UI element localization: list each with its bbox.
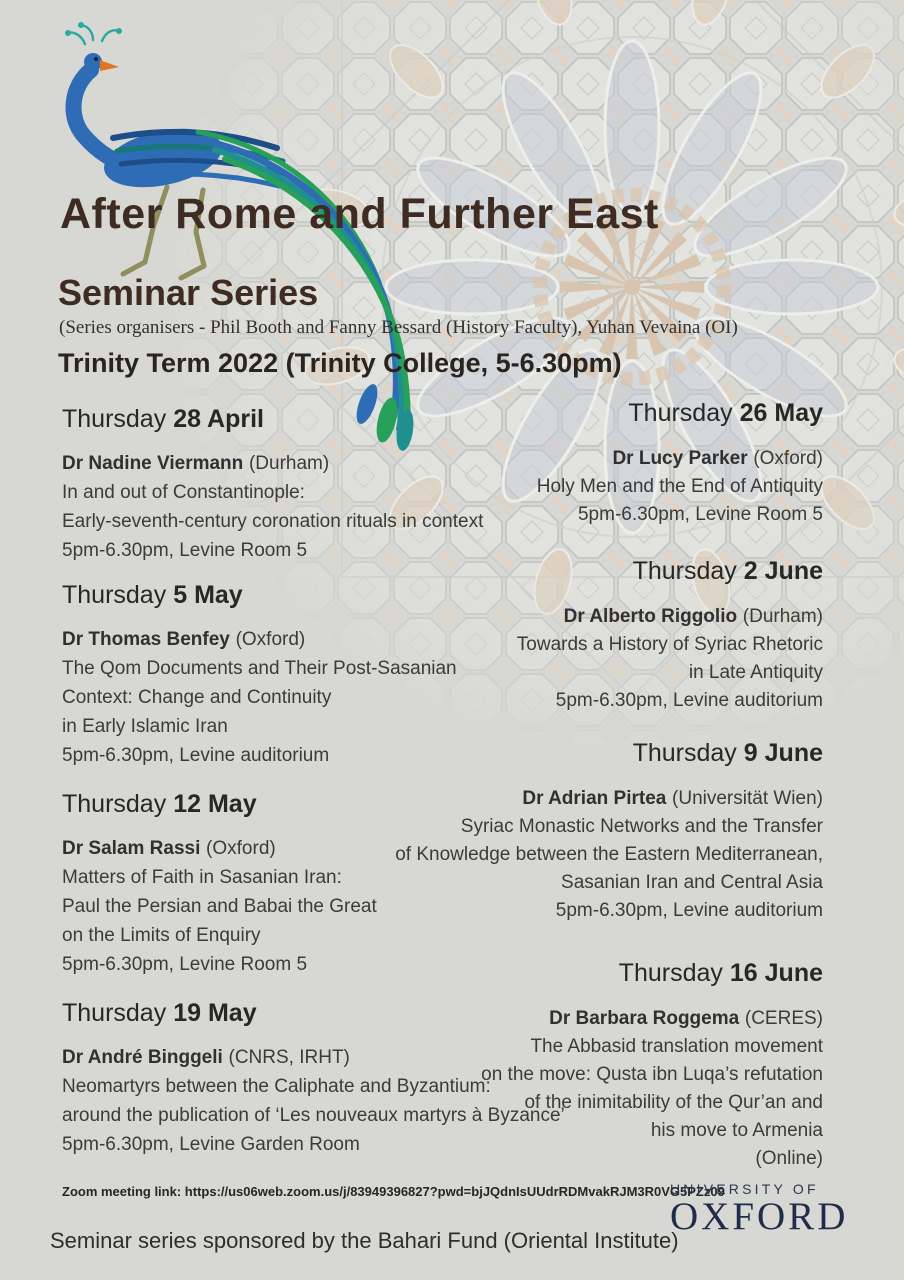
speaker-name: Dr Thomas Benfey <box>62 629 230 650</box>
entry-line: 5pm-6.30pm, Levine auditorium <box>555 690 823 711</box>
speaker-name: Dr Adrian Pirtea <box>522 788 667 809</box>
speaker-name: Dr Barbara Roggema <box>549 1008 740 1029</box>
entry-line: on the move: Qusta ibn Luqa’s refutation <box>481 1064 823 1085</box>
entry-day: Thursday <box>62 999 167 1027</box>
subtitle: Seminar Series <box>58 272 319 313</box>
entry-line: 5pm-6.30pm, Levine auditorium <box>62 745 330 766</box>
entry-line: 5pm-6.30pm, Levine Room 5 <box>62 954 308 975</box>
entry-line: The Abbasid translation movement <box>530 1036 823 1057</box>
entry-line: 5pm-6.30pm, Levine Room 5 <box>62 540 308 561</box>
speaker-affiliation: (Durham) <box>742 606 823 627</box>
speaker-affiliation: (Universität Wien) <box>672 788 823 809</box>
speaker-affiliation: (CNRS, IRHT) <box>228 1047 350 1068</box>
speaker-affiliation: (CERES) <box>744 1008 823 1029</box>
entry-line: Neomartyrs between the Caliphate and Byzantium: <box>62 1076 491 1097</box>
sponsor-line: Seminar series sponsored by the Bahari Fund (Oriental Institute) <box>50 1228 679 1253</box>
entry-line: around the publication of ‘Les nouveaux martyrs à Byzance’ <box>62 1105 565 1126</box>
entry-speaker <box>303 785 823 813</box>
seminar-entry-9-june <box>303 737 823 925</box>
entry-line: 5pm-6.30pm, Levine Room 5 <box>577 504 823 525</box>
entry-line: his move to Armenia <box>650 1120 823 1141</box>
zoom-link-label: Zoom meeting link: <box>62 1184 185 1199</box>
schedule-column-right <box>303 397 823 1173</box>
entry-date-number: 28 April <box>173 405 264 433</box>
entry-speaker <box>303 603 823 631</box>
entry-date <box>303 555 823 587</box>
entry-date-number: 5 May <box>173 581 243 609</box>
entry-speaker <box>303 1005 823 1033</box>
entry-day: Thursday <box>632 557 737 585</box>
entry-line: Holy Men and the End of Antiquity <box>536 476 823 497</box>
entry-line: on the Limits of Enquiry <box>62 925 261 946</box>
entry-line: Syriac Monastic Networks and the Transfer <box>460 816 823 837</box>
entry-line: Towards a History of Syriac Rhetoric <box>516 634 823 655</box>
speaker-name: Dr Nadine Viermann <box>62 453 244 474</box>
oxford-wordmark: OXFORD <box>670 1195 849 1238</box>
entry-date-number: 2 June <box>743 557 823 585</box>
entry-date-number: 16 June <box>729 959 823 987</box>
entry-line: The Qom Documents and Their Post-Sasanian <box>62 658 457 679</box>
entry-line: In and out of Constantinople: <box>62 482 305 503</box>
speaker-affiliation: (Durham) <box>248 453 330 474</box>
entry-line: Paul the Persian and Babai the Great <box>62 896 377 917</box>
entry-date <box>303 397 823 429</box>
entry-line: of Knowledge between the Eastern Mediterranean, <box>395 844 823 865</box>
speaker-name: Dr André Binggeli <box>62 1047 223 1068</box>
speaker-name: Dr Alberto Riggolio <box>563 606 738 627</box>
speaker-affiliation: (Oxford) <box>206 838 276 859</box>
entry-speaker <box>303 445 823 473</box>
entry-line: in Late Antiquity <box>688 662 823 683</box>
entry-line: Early-seventh-century coronation rituals in context <box>62 511 484 532</box>
seminar-entry-16-june <box>303 957 823 1173</box>
page-title: After Rome and Further East <box>60 190 659 238</box>
entry-line: 5pm-6.30pm, Levine auditorium <box>555 900 823 921</box>
entry-date <box>303 737 823 769</box>
entry-line: Context: Change and Continuity <box>62 687 332 708</box>
organisers-line: (Series organisers - Phil Booth and Fanny Bessard (History Faculty), Yuhan Vevaina (OI) <box>59 317 738 338</box>
entry-line: Sasanian Iran and Central Asia <box>561 872 823 893</box>
entry-line: (Online) <box>755 1148 823 1169</box>
university-of-text: UNIVERSITY OF <box>670 1181 819 1197</box>
zoom-meeting-link[interactable]: https://us06web.zoom.us/j/83949396827?pwd=bjJQdnIsUUdrRDMvakRJM3R0VG5PZz09 <box>184 1184 725 1199</box>
entry-date-number: 9 June <box>743 739 823 767</box>
zoom-meeting-line <box>62 1184 725 1199</box>
oxford-logo <box>670 1181 848 1238</box>
entry-day: Thursday <box>62 790 167 818</box>
speaker-name: Dr Salam Rassi <box>62 838 201 859</box>
speaker-name: Dr Lucy Parker <box>612 448 748 469</box>
entry-day: Thursday <box>628 399 733 427</box>
entry-day: Thursday <box>62 581 167 609</box>
entry-day: Thursday <box>632 739 737 767</box>
seminar-entry-2-june <box>303 555 823 715</box>
entry-day: Thursday <box>618 959 723 987</box>
entry-line: of the inimitability of the Qur’an and <box>524 1092 823 1113</box>
speaker-affiliation: (Oxford) <box>753 448 823 469</box>
entry-date-number: 26 May <box>739 399 823 427</box>
entry-day: Thursday <box>62 405 167 433</box>
entry-line: 5pm-6.30pm, Levine Garden Room <box>62 1134 360 1155</box>
entry-date-number: 12 May <box>173 790 257 818</box>
seminar-entry-26-may <box>303 397 823 529</box>
entry-date-number: 19 May <box>173 999 257 1027</box>
term-line: Trinity Term 2022 (Trinity College, 5-6.30pm) <box>58 348 622 378</box>
entry-line: Matters of Faith in Sasanian Iran: <box>62 867 342 888</box>
entry-date <box>303 957 823 989</box>
speaker-affiliation: (Oxford) <box>235 629 306 650</box>
entry-line: in Early Islamic Iran <box>62 716 228 737</box>
